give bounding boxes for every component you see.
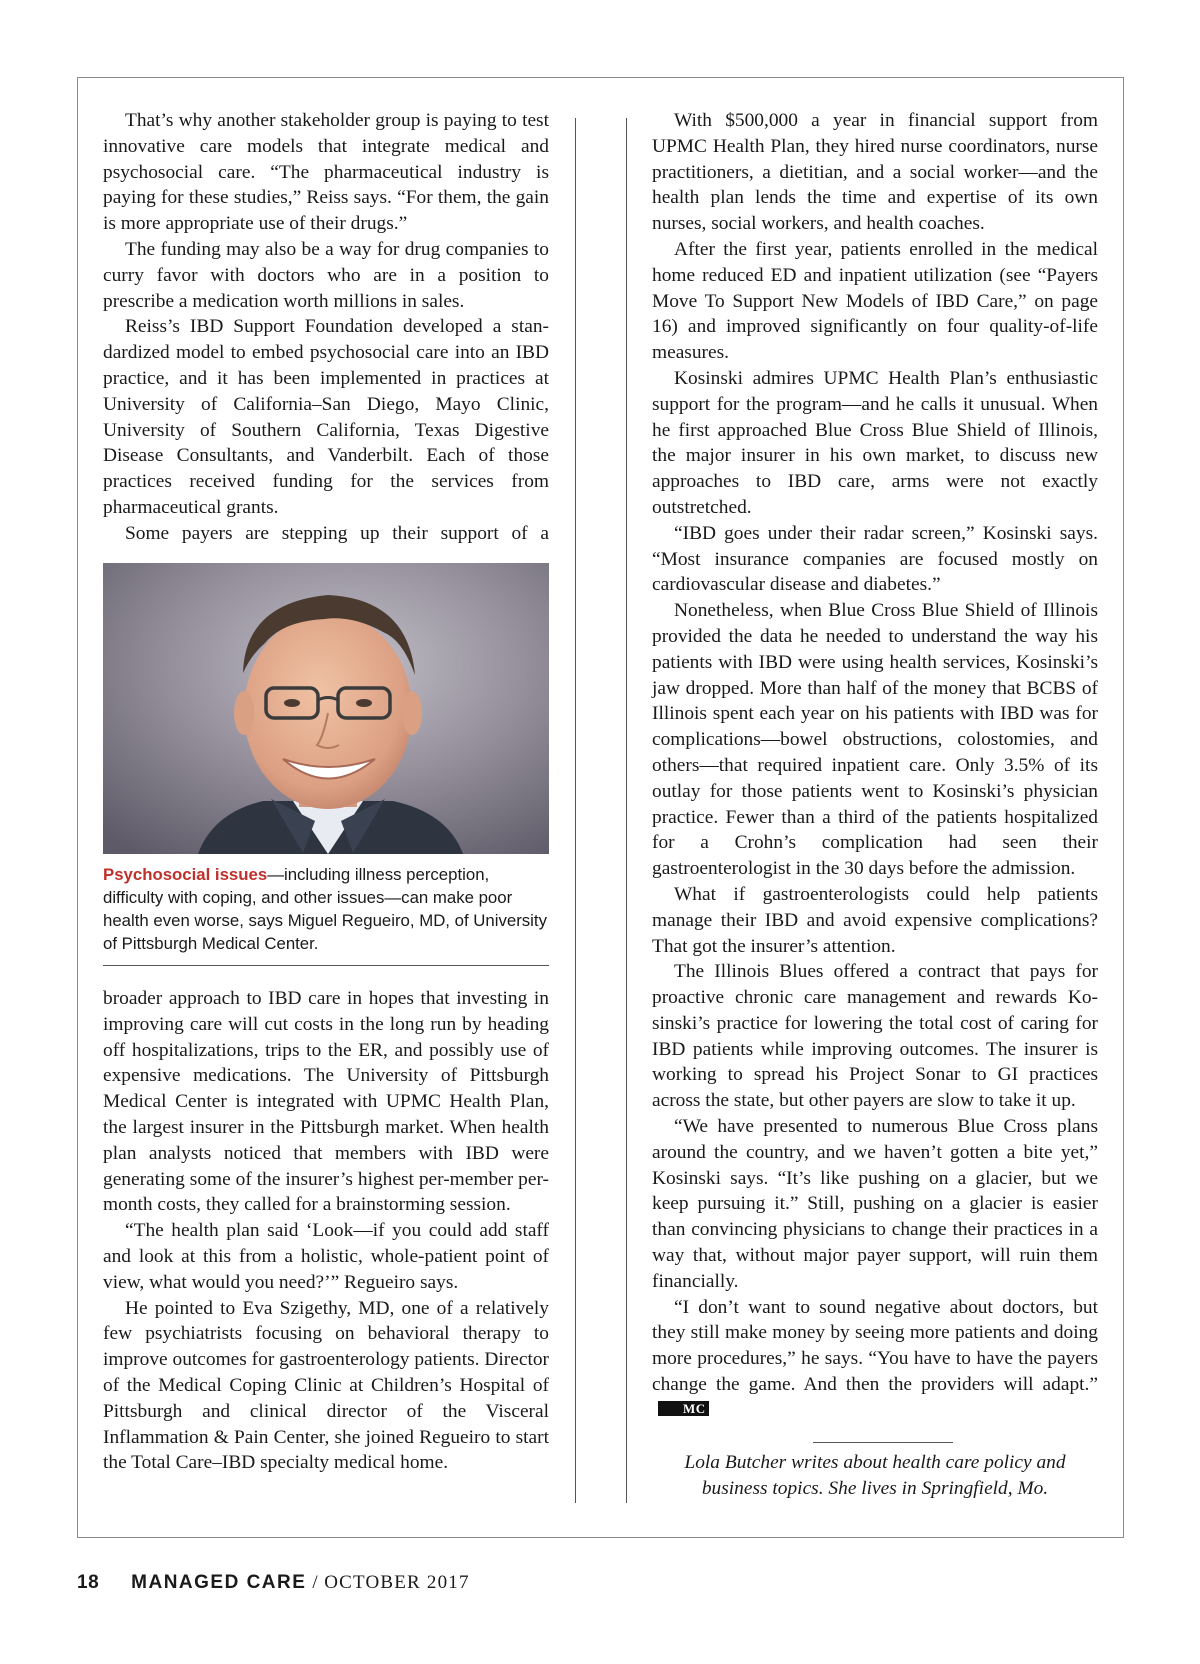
portrait-illustration [103,563,549,854]
paragraph: Kosinski admires UPMC Health Plan’s enthusiastic support for the program—and he calls it unusual. When he first approached Blue Cross Blue Shield of Illinois, the major insurer in his own market, to discuss new approaches to IBD care, arms were not exactly outstretched. [652,367,1098,518]
paragraph: He pointed to Eva Szigethy, MD, one of a relatively few psychiatrists focusing on behavioral therapy to improve outcomes for gastroenterology patients. Director of the Medical Coping Clinic at Children’s Hospital of Pittsburgh and clinical director of the Visceral Inflammation & Pain Center, she joined Regueiro to start the Total Care–IBD specialty medical home. [103,1297,549,1474]
caption-text: —including illness perception, difficulty with coping, and other issues—can make poor health even worse, says Miguel Regueiro, MD, of University of Pittsburgh Medical Center. [103,865,547,953]
article-column-left-bottom [103,986,549,1476]
column-rule-right [626,118,627,1503]
paragraph: With $500,000 a year in financial support from UPMC Health Plan, they hired nurse coordinators, nurse practitioners, a dietitian, and a social worker—and the health plan lends the time and expertise of its own nurses, social workers, and health coaches. [652,110,1098,235]
end-mark-logo: MC [658,1401,709,1416]
author-byline: Lola Butcher writes about health care policy and business topics. She lives in Springfield, Mo. [684,1452,1066,1499]
paragraph: The funding may also be a way for drug companies to curry favor with doctors who are in a position to prescribe a medication worth millions in sales. [103,238,549,312]
paragraph-final-text: “I don’t want to sound negative about doctors, but they still make money by seeing more patients and doing more procedures,” he says. “You have to have the payers change the game. And then the providers will adapt.” [652,1296,1098,1396]
footer-separator: / [312,1572,319,1593]
paragraph: broader approach to IBD care in hopes that investing in improving care will cut costs in the long run by heading off hospitalizations, trips to the ER, and possibly use of expensive medications. The University of Pittsburgh Medical Center is integrated with UPMC Health Plan, the largest insurer in the Pittsburgh market. When health plan analysts noticed that members with IBD were generating some of the insurer’s highest per-member per-month costs, they called for a brainstorming session. [103,988,549,1216]
photo-caption [103,863,549,955]
paragraph: The Illinois Blues offered a contract that pays for proactive chronic care management and rewards Kosinski’s practice for lowering the total cost of caring for IBD patients while improving outcomes. The insurer is working to spread his Project Sonar to GI practices across the state, but other payers are slow to take it up. [652,961,1098,1112]
paragraph: After the first year, patients enrolled in the medical home reduced ED and inpatient utilization (see “Payers Move To Support New Models of IBD Care,” on page 16) and improved significantly on four quality-of-life measures. [652,238,1098,364]
paragraph: What if gastroenterologists could help patients manage their IBD and avoid expensive complications? That got the insurer’s attention. [652,883,1098,957]
article-column-left-top [103,108,549,547]
paragraph-final [652,1295,1098,1424]
byline-divider [813,1442,953,1443]
paragraph: “The health plan said ‘Look—if you could add staff and look at this from a holistic, whole-patient point of view, what would you need?’” Regueiro says. [103,1220,549,1293]
caption-lead: Psychosocial issues [103,865,268,884]
column-rule-left [575,118,576,1503]
page-number: 18 [77,1572,100,1593]
article-column-right [652,108,1098,1424]
paragraph: “We have presented to numerous Blue Cross plans around the country, and we haven’t gotten a bite yet,” Kosinski says. “It’s like pushing on a glacier, but we keep pursuing it.” Still, pushing on a glacier is easier than convincing physicians to change their practices in a way that, without major payer support, will ruin them financially. [652,1116,1098,1292]
paragraph: Reiss’s IBD Support Foundation developed a standardized model to embed psychosocial care into an IBD practice, and it has been implemented in practices at University of California–San Diego, Mayo Clinic, University of Southern California, Texas Digestive Disease Consultants, and Vanderbilt. Each of those practices received funding for the services from pharmaceutical grants. [103,316,549,518]
paragraph: Nonetheless, when Blue Cross Blue Shield of Illinois provided the data he needed to understand the way his patients with IBD were using health services, Kosinski’s jaw dropped. More than half of the money that BCBS of Illinois spent each year on his patients with IBD was for complications—bowel obstructions, colostomies, and others—that required inpatient care. Only 3.5% of its outlay for those patients went to Kosinski’s physician practice. Fewer than a third of the patients hospitalized for a Crohn’s complication had seen their gastroenterologist in the 30 days before the admission. [652,600,1098,880]
portrait-photo [103,563,549,854]
paragraph: “IBD goes under their radar screen,” Kosinski says. “Most insurance companies are focused mostly on cardiovascular disease and diabetes.” [652,522,1098,596]
magazine-name: MANAGED CARE [131,1572,307,1593]
page-footer [77,1568,470,1598]
issue-date: OCTOBER 2017 [324,1572,470,1593]
caption-divider [103,965,549,966]
paragraph: That’s why another stakeholder group is paying to test innovative care models that integrate medical and psychosocial care. “The pharmaceutical industry is paying for these studies,” Reiss says. “For them, the gain is more appropriate use of their drugs.” [103,110,549,235]
paragraph: Some payers are stepping up their support of a [125,522,549,544]
